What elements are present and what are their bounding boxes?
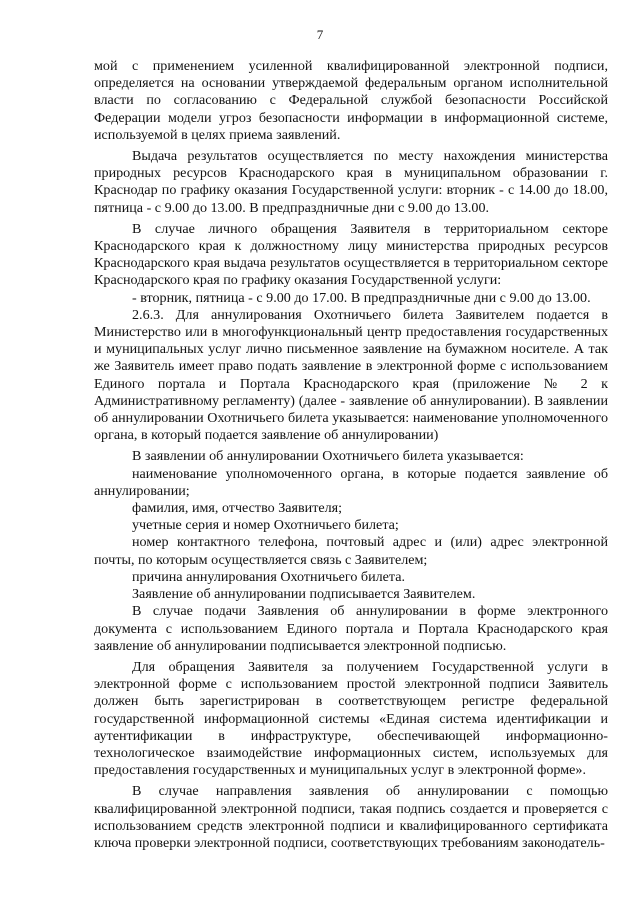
paragraph: 2.6.3. Для аннулирования Охотничьего билета Заявителем подается в Министерство или в многофункциональный центр предоставления государственных и муниципальных услуг лично письменное заявление на бумажном носителе. А так же Заявитель имеет право подать заявление в электронной форме с использованием Единого портала и Портала Краснодарского края (приложение № 2 к Административному регламенту) (далее - заявление об аннулировании). В заявлении об аннулировании Охотничьего билета указывается: наименование уполномоченного органа, в который подается заявление об аннулировании) [94, 306, 608, 444]
list-item: фамилия, имя, отчество Заявителя; [132, 500, 343, 517]
list-item: номер контактного телефона, почтовый адрес и (или) адрес электронной почты, по которым осуществляется связь с Заявителем; [94, 534, 608, 568]
paragraph: мой с применением усиленной квалифицированной электронной подписи, определяется на основании утверждаемой федеральным органом исполнительной власти по согласованию с Федеральной службой безопасности Российской Федерации модели угроз безопасности информации в информационной системе, используемой в целях приема заявлений. [94, 58, 608, 143]
paragraph: В случае подачи Заявления об аннулировании в форме электронного документа с использованием Единого портала и Портала Краснодарского края заявление об аннулировании подписывается электронной подписью. [94, 603, 608, 654]
paragraph: В случае направления заявления об аннулировании с помощью квалифицированной электронной подписи, такая подпись создается и проверяется с использованием средств электронной подписи и квалифицированного сертификата ключа проверки электронной подписи, соответствующих требованиям законодатель- [94, 783, 608, 851]
list-item: наименование уполномоченного органа, в которые подается заявление об аннулировании; [94, 465, 608, 499]
paragraph: В заявлении об аннулировании Охотничьего билета указывается: [132, 448, 524, 465]
paragraph: Для обращения Заявителя за получением Государственной услуги в электронной форме с использованием простой электронной подписи Заявитель должен быть зарегистрирован в соответствующем регистре федеральной государственной информационной системы «Единая система идентификации и аутентификации в инфраструктуре, обеспечивающей информационно-технологическое взаимодействие информационных систем, используемых для предоставления государственных и муниципальных услуг в электронной форме». [94, 658, 608, 779]
document-body [94, 58, 608, 852]
list-item: причина аннулирования Охотничьего билета. [132, 568, 406, 585]
paragraph: Выдача результатов осуществляется по месту нахождения министерства природных ресурсов Краснодарского края в муниципальном образовании г. Краснодар по графику оказания Государственной услуги: вторник - с 14.00 до 18.00, пятница - с 9.00 до 13.00. В предпраздничные дни с 9.00 до 13.00. [94, 148, 608, 216]
list-item: учетные серия и номер Охотничьего билета; [132, 517, 399, 534]
paragraph: В случае личного обращения Заявителя в территориальном секторе Краснодарского края к должностному лицу министерства природных ресурсов Краснодарского края выдача результатов осуществляется в территориальном секторе Краснодарского края по графику оказания Государственной услуги: [94, 220, 608, 289]
paragraph: Заявление об аннулировании подписывается Заявителем. [132, 586, 476, 603]
page-number: 7 [316, 27, 324, 42]
paragraph: - вторник, пятница - с 9.00 до 17.00. В предпраздничные дни с 9.00 до 13.00. [132, 289, 591, 306]
